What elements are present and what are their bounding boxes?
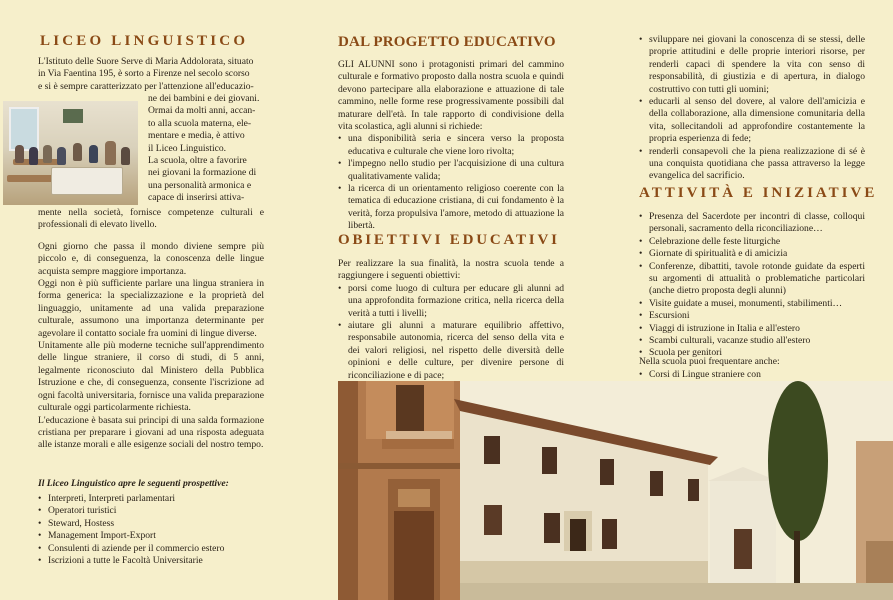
intro-block: [38, 56, 264, 93]
wrap-line: mentare e media, è attivo: [148, 130, 245, 142]
body-block: [38, 207, 264, 452]
obiettivi-item: • sviluppare nei giovani la conoscenza di se stessi, delle proprie attitudini e delle proprie interiori risorse, per renderli capaci di spendere la vita con senso di responsabilità, di giustizia e di apertura, in dialogo costruttivo con tutti gli uomini;: [639, 34, 865, 96]
prospect-item: • Interpreti, Interpreti parlamentari: [38, 493, 264, 505]
intro-line-3: e si è sempre caratterizzato per l'attenzione all'educazio-: [38, 80, 254, 92]
attivita-title: ATTIVITÀ E INIZIATIVE: [639, 185, 878, 201]
progetto-item: • l'impegno nello studio per l'acquisizione di una cultura qualitativamente valida;: [338, 158, 564, 183]
progetto-item: • la ricerca di un orientamento religioso coerente con la tematica di educazione cristiana, di cui fondamento è la verità, forza propulsiva l'amore, metodo di attuazione la libertà.: [338, 183, 564, 233]
obiettivi-item: • porsi come luogo di cultura per educare gli alunni ad una approfondita formazione critica, nella ricerca della verità a tutti i livelli;: [338, 283, 564, 320]
obiettivi-item: • aiutare gli alunni a maturare equilibrio affettivo, responsabile autonomia, ricerca del senso della vita e dei valori religiosi, nel rispetto delle diversità delle opinioni e delle culture, per divenire persone di riconciliazione e di pace;: [338, 320, 564, 382]
activity-item: • Scambi culturali, vacanze studio all'estero: [639, 335, 865, 347]
para-5: L'educazione è basata sui principi di una salda formazione cristiana per preparare i giovani ad una risposta adeguata alle istanze morali e alle esigenze sociali del nostro tempo.: [38, 414, 264, 451]
activity-item: • Giornate di spiritualità e di amicizia: [639, 248, 865, 260]
activity-item: • Scuola per genitori: [639, 347, 865, 359]
progetto-item: • una disponibilità seria e sincera verso la proposta educativa e culturale che viene loro rivolta;: [338, 133, 564, 158]
wrap-line: La scuola, oltre a favorire: [148, 155, 247, 167]
obiettivi-list: [338, 283, 564, 382]
obiettivi-continued-list: [639, 34, 865, 183]
also-title: Nella scuola puoi frequentare anche:: [639, 356, 780, 367]
obiettivi-title: OBIETTIVI EDUCATIVI: [338, 232, 560, 248]
wrap-line: una personalità armonica e: [148, 179, 252, 191]
obiettivi-intro: Per realizzare la sua finalità, la nostra scuola tende a raggiungere i seguenti obiettivi:: [338, 258, 564, 282]
progetto-list: [338, 133, 564, 232]
prospects-title: Il Liceo Linguistico apre le seguenti prospettive:: [38, 478, 229, 489]
prospect-item: • Consulenti di aziende per il commercio estero: [38, 543, 264, 555]
wrap-block: [148, 93, 264, 205]
wrap-line: to alla scuola materna, ele-: [148, 117, 252, 129]
progetto-intro: GLI ALUNNI sono i protagonisti primari del cammino culturale e formativo proposto dalla nostra scuola e quindi devono partecipare alla elaborazione e attuazione di tale cammino, nelle forme rese progressivamente possibili dal maturare dell'età. In tale rapporto di condivisione della vita scolastica, agli alunni si richiede:: [338, 59, 564, 133]
wrap-line: ne dei bambini e dei giovani.: [148, 93, 260, 104]
para-2: Ogni giorno che passa il mondo diviene sempre più piccolo e, di conseguenza, la conoscenza delle lingue acquista sempre maggiore importanza.: [38, 240, 264, 277]
course-item: • Corsi di Lingue straniere con: [639, 369, 764, 394]
para-4: Unitamente alle più moderne tecniche sull'apprendimento delle lingue straniere, il corso di studi, di 5 anni, legalmente riconosciuto dal Ministero della Pubblica Istruzione e che, di conseguenza, consente l'iscrizione ad ogni facoltà universitaria, fornisce una valida preparazione culturale oggi particolarmente richiesta.: [38, 340, 264, 414]
progetto-block: [338, 59, 564, 233]
after-wrap-text: mente nella società, fornisce competenze culturali e professionali di elevato livello.: [38, 207, 264, 231]
activity-item: • Presenza del Sacerdote per incontri di classe, colloqui personali, sacramento della riconciliazione…: [639, 211, 865, 236]
obiettivi-block: [338, 258, 564, 382]
obiettivi-item: • educarli al senso del dovere, al valore dell'amicizia e della collaborazione, alla dimensione comunitaria della vita, sollecitandoli ad approfondire costantemente la propria esperienza di fede;: [639, 96, 865, 146]
prospect-item: • Management Import-Export: [38, 530, 264, 542]
liceo-title: LICEO LINGUISTICO: [40, 33, 249, 49]
building-illustration: [338, 381, 893, 600]
attivita-list: [639, 211, 865, 360]
wrap-line: nei giovani la formazione di: [148, 167, 257, 179]
para-3: Oggi non è più sufficiente parlare una lingua straniera in forma generica: la specializzazione e la proprietà del linguaggio, unitamente ad una valida preparazione culturale, assumono una importanza determinante per agevolare il contatto sociale fra uomini di lingue diverse.: [38, 278, 264, 339]
activity-item: • Conferenze, dibattiti, tavole rotonde guidate da esperti su argomenti di attualità o problematiche particolari (anche dietro proposta degli alunni): [639, 261, 865, 298]
activity-item: • Escursioni: [639, 310, 865, 322]
prospects-list: [38, 493, 264, 567]
wrap-line: Ormai da molti anni, accan-: [148, 105, 256, 117]
intro-line-2: in Via Faentina 195, è sorto a Firenze nel secolo scorso: [38, 68, 250, 80]
prospect-item: • Operatori turistici: [38, 505, 264, 517]
obiettivi-item: • renderli consapevoli che la piena realizzazione di sé è una conquista quotidiana che passa attraverso la legge evangelica del sacrificio.: [639, 146, 865, 183]
activity-item: • Viaggi di istruzione in Italia e all'estero: [639, 323, 865, 335]
classroom-photo: [3, 101, 138, 205]
activity-item: • Visite guidate a musei, monumenti, stabilimenti…: [639, 298, 865, 310]
wrap-line: capace di inserirsi attiva-: [148, 192, 245, 204]
prospect-item: • Steward, Hostess: [38, 518, 264, 530]
prospect-item: • Iscrizioni a tutte le Facoltà Universitarie: [38, 555, 264, 567]
activity-item: • Celebrazione delle feste liturgiche: [639, 236, 865, 248]
progetto-title: DAL PROGETTO EDUCATIVO: [338, 34, 556, 50]
wrap-line: il Liceo Linguistico.: [148, 142, 227, 154]
intro-line-1: L'Istituto delle Suore Serve di Maria Addolorata, situato: [38, 56, 254, 67]
school-building-photo: [338, 381, 893, 600]
